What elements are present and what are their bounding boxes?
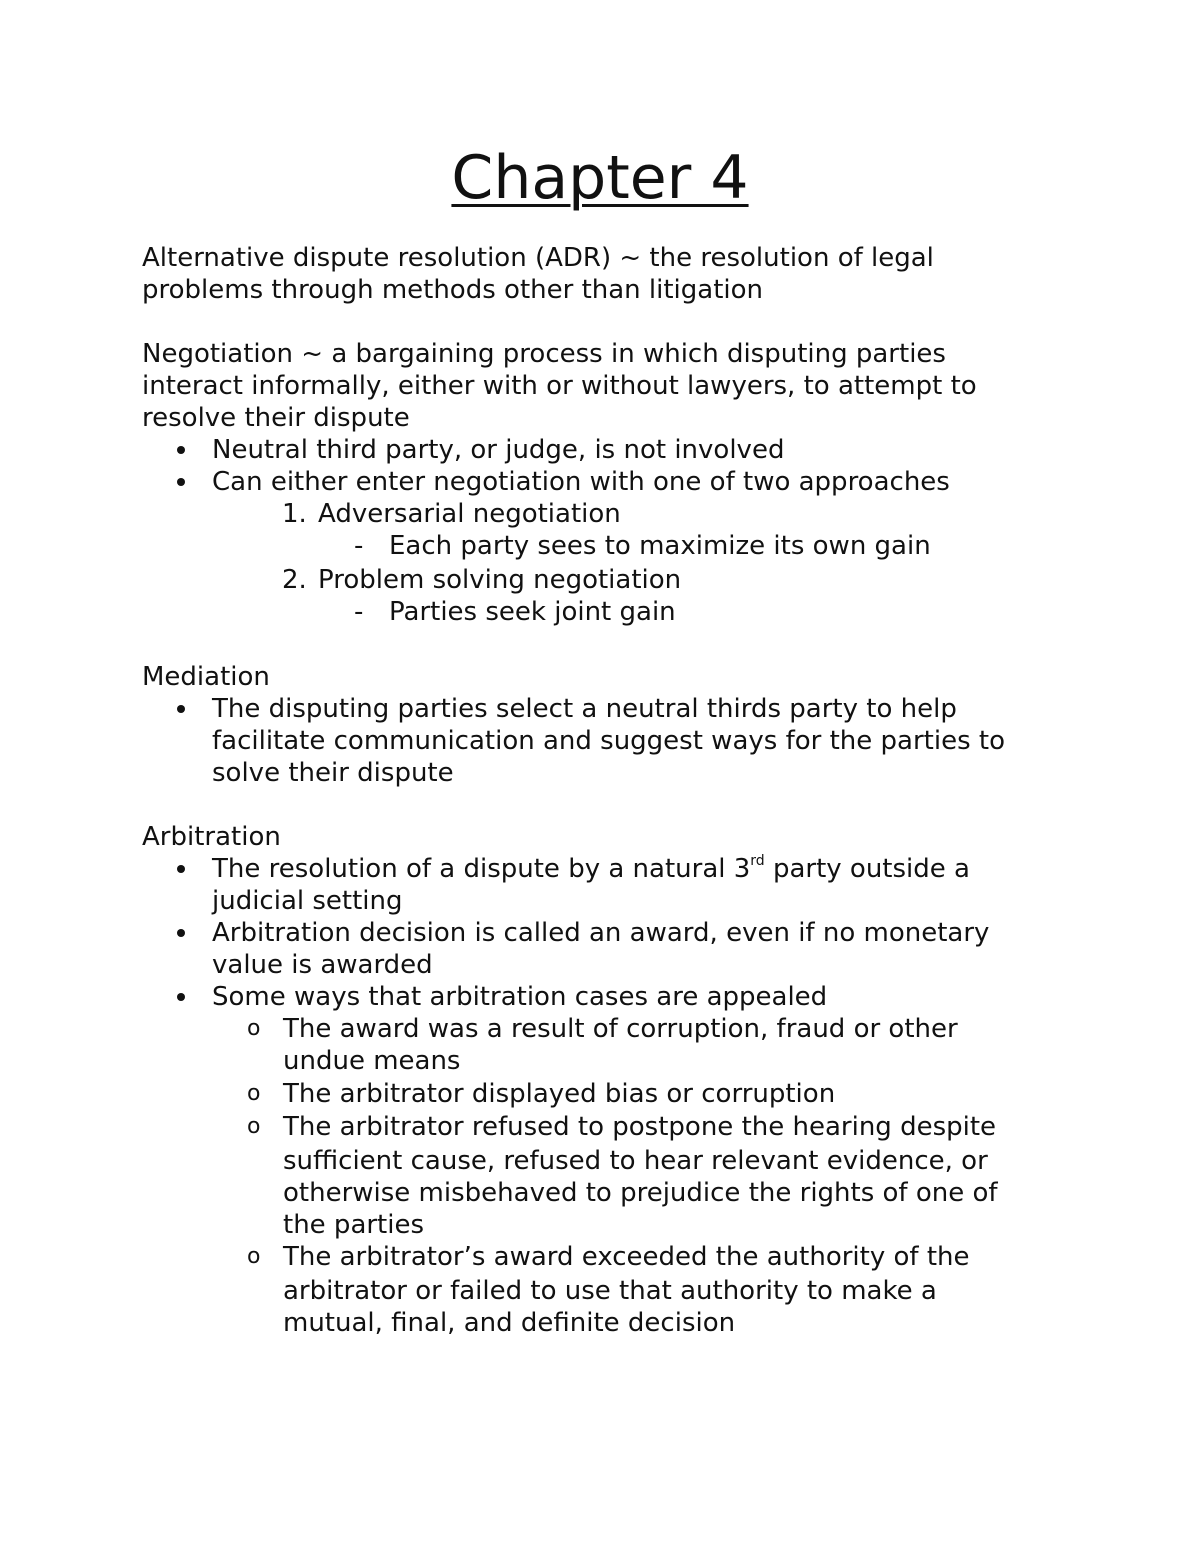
appeal-reason-3-line-1: The arbitrator refused to postpone the hearing despite [283, 1112, 997, 1142]
appeal-reason-3-line-4: the parties [283, 1210, 425, 1240]
appeal-reason-2: The arbitrator displayed bias or corruption [283, 1079, 836, 1109]
negotiation-definition-line-1: Negotiation ~ a bargaining process in which disputing parties [142, 339, 946, 369]
circle-bullet-icon: o [247, 1244, 261, 1269]
dash-icon: - [354, 531, 364, 561]
appeal-reason-3-line-3: otherwise misbehaved to prejudice the rights of one of [283, 1178, 998, 1208]
arbitration-bullet-2-line-1: Arbitration decision is called an award, even if no monetary [212, 918, 990, 948]
appeal-reason-4-line-1: The arbitrator’s award exceeded the authority of the [283, 1242, 970, 1272]
approach-detail-1: Each party sees to maximize its own gain [389, 531, 931, 561]
bullet-icon [177, 865, 185, 873]
arbitration-bullet-3: Some ways that arbitration cases are appealed [212, 982, 828, 1012]
appeal-reason-4-line-2: arbitrator or failed to use that authority to make a [283, 1276, 937, 1306]
arbitration-bullet-1-line-1: The resolution of a dispute by a natural 3rd party outside a [212, 853, 970, 884]
arbitration-bullet-1-line-2: judicial setting [212, 886, 403, 916]
dash-icon: - [354, 597, 364, 627]
approach-label-1: Adversarial negotiation [318, 499, 621, 529]
negotiation-definition-line-3: resolve their dispute [142, 403, 410, 433]
bullet-icon [177, 478, 185, 486]
mediation-bullet-line-1: The disputing parties select a neutral thirds party to help [212, 694, 957, 724]
approach-number-2: 2. [282, 565, 307, 595]
negotiation-bullet-1: Neutral third party, or judge, is not involved [212, 435, 785, 465]
negotiation-bullet-2: Can either enter negotiation with one of two approaches [212, 467, 950, 497]
appeal-reason-1-line-1: The award was a result of corruption, fraud or other [283, 1014, 958, 1044]
mediation-bullet-line-3: solve their dispute [212, 758, 454, 788]
mediation-bullet-line-2: facilitate communication and suggest ways for the parties to [212, 726, 1005, 756]
appeal-reason-1-line-2: undue means [283, 1046, 461, 1076]
approach-detail-2: Parties seek joint gain [389, 597, 676, 627]
negotiation-definition-line-2: interact informally, either with or without lawyers, to attempt to [142, 371, 977, 401]
arbitration-heading: Arbitration [142, 822, 281, 852]
circle-bullet-icon: o [247, 1114, 261, 1139]
appeal-reason-3-line-2: sufficient cause, refused to hear relevant evidence, or [283, 1146, 988, 1176]
bullet-icon [177, 446, 185, 454]
bullet-icon [177, 993, 185, 1001]
bullet-icon [177, 929, 185, 937]
page-title: Chapter 4 [451, 143, 749, 213]
circle-bullet-icon: o [247, 1081, 261, 1106]
approach-number-1: 1. [282, 499, 307, 529]
superscript-ordinal: rd [750, 853, 765, 869]
mediation-heading: Mediation [142, 662, 270, 692]
bullet-icon [177, 705, 185, 713]
arbitration-bullet-2-line-2: value is awarded [212, 950, 433, 980]
approach-label-2: Problem solving negotiation [318, 565, 682, 595]
adr-definition-line-2: problems through methods other than litigation [142, 275, 764, 305]
adr-definition-line-1: Alternative dispute resolution (ADR) ~ the resolution of legal [142, 243, 934, 273]
appeal-reason-4-line-3: mutual, final, and definite decision [283, 1308, 736, 1338]
circle-bullet-icon: o [247, 1016, 261, 1041]
